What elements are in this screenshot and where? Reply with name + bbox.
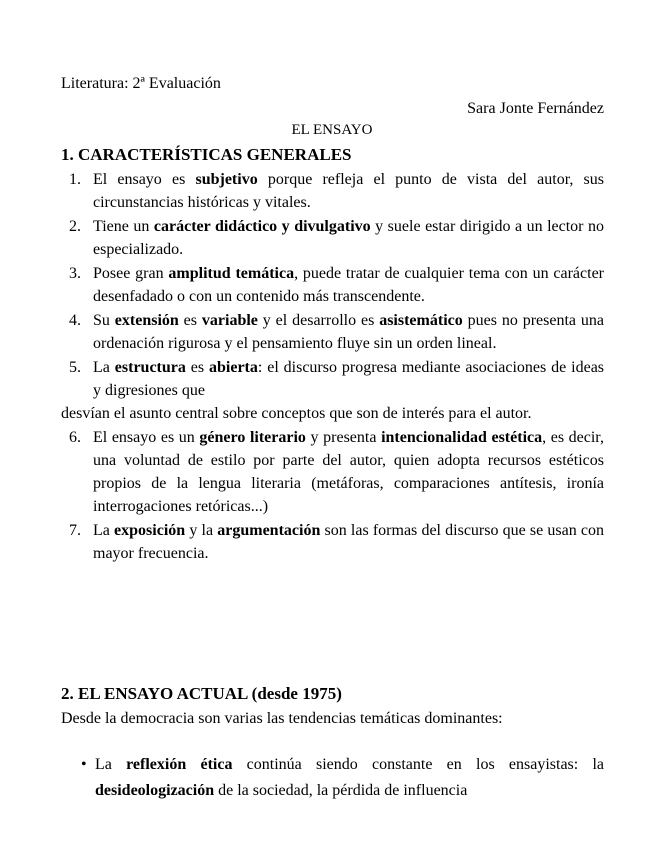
emphasis-text: desideologización (95, 782, 215, 799)
trends-list (81, 752, 604, 804)
emphasis-text: argumentación (217, 522, 321, 539)
document-title: EL ENSAYO (291, 122, 373, 138)
body-text: Tiene un (93, 218, 154, 235)
list-number: 6. (69, 429, 81, 446)
emphasis-text: reflexión ética (126, 756, 233, 773)
list-number: 5. (69, 359, 81, 376)
feature-item (61, 426, 604, 518)
body-text: La (93, 359, 115, 376)
feature-item (61, 356, 604, 425)
emphasis-text: carácter didáctico y divulgativo (153, 218, 371, 235)
list-number: 4. (69, 312, 81, 329)
feature-item (61, 262, 604, 308)
emphasis-text: extensión (114, 312, 179, 329)
list-number: 7. (69, 522, 81, 539)
body-text: , es decir, una voluntad de estilo por parte del autor, quien adopta recursos estéticos propios de la lengua literaria (metáforas, comparaciones antítesis, ironía interrogaciones retóricas...) (93, 429, 604, 515)
feature-item (61, 519, 604, 565)
body-text: La (95, 756, 127, 773)
feature-item (61, 168, 604, 214)
emphasis-text: subjetivo (195, 171, 258, 188)
emphasis-text: asistemático (379, 312, 463, 329)
feature-item (61, 215, 604, 261)
bullet-icon: • (81, 756, 87, 773)
list-number: 3. (69, 265, 81, 282)
body-text: son las formas del discurso que se usan con mayor frecuencia. (93, 522, 605, 562)
body-text: y el desarrollo es (257, 312, 380, 329)
body-text: y presenta (305, 429, 382, 446)
list-number: 1. (69, 171, 81, 188)
emphasis-text: abierta (209, 359, 258, 376)
feature-item (61, 309, 604, 355)
body-text: , puede tratar de cualquier tema con un carácter desenfadado o con un contenido más transcendente. (93, 265, 604, 305)
body-text: El ensayo es un (93, 429, 200, 446)
body-text: y la (185, 522, 218, 539)
body-text: Su (93, 312, 115, 329)
author-name: Sara Jonte Fernández (467, 100, 604, 117)
body-text: continúa siendo constante en los ensayistas: la (232, 756, 604, 773)
emphasis-text: variable (201, 312, 258, 329)
body-text: El ensayo es (93, 171, 196, 188)
body-text: es (185, 359, 209, 376)
body-text: : el discurso progresa mediante asociaciones de ideas y digresiones que (93, 359, 605, 399)
body-text: porque refleja el punto de vista del autor, sus circunstancias históricas y vitales. (93, 171, 604, 211)
course-label: Literatura: 2ª Evaluación (61, 75, 221, 92)
body-text: es (178, 312, 202, 329)
body-text: y suele estar dirigido a un lector no especializado. (93, 218, 605, 258)
emphasis-text: amplitud temática (168, 265, 295, 282)
section-heading-ensayo-actual: 2. EL ENSAYO ACTUAL (desde 1975) (61, 684, 342, 703)
section-intro: Desde la democracia son varias las tendencias temáticas dominantes: (61, 710, 503, 727)
features-list (61, 168, 604, 566)
continuation-text: desvían el asunto central sobre conceptos que son de interés para el autor. (61, 405, 532, 422)
emphasis-text: exposición (114, 522, 186, 539)
list-number: 2. (69, 218, 81, 235)
body-text: Posee gran (93, 265, 169, 282)
body-text: de la sociedad, la pérdida de influencia (214, 782, 468, 799)
body-text: pues no presenta una ordenación rigurosa y el pensamiento fluye sin un orden lineal. (93, 312, 605, 352)
section-heading-caracteristicas: 1. CARACTERÍSTICAS GENERALES (61, 145, 352, 164)
emphasis-text: género literario (199, 429, 306, 446)
body-text: La (93, 522, 115, 539)
emphasis-text: intencionalidad estética (381, 429, 543, 446)
emphasis-text: estructura (114, 359, 186, 376)
trend-item (81, 752, 604, 804)
